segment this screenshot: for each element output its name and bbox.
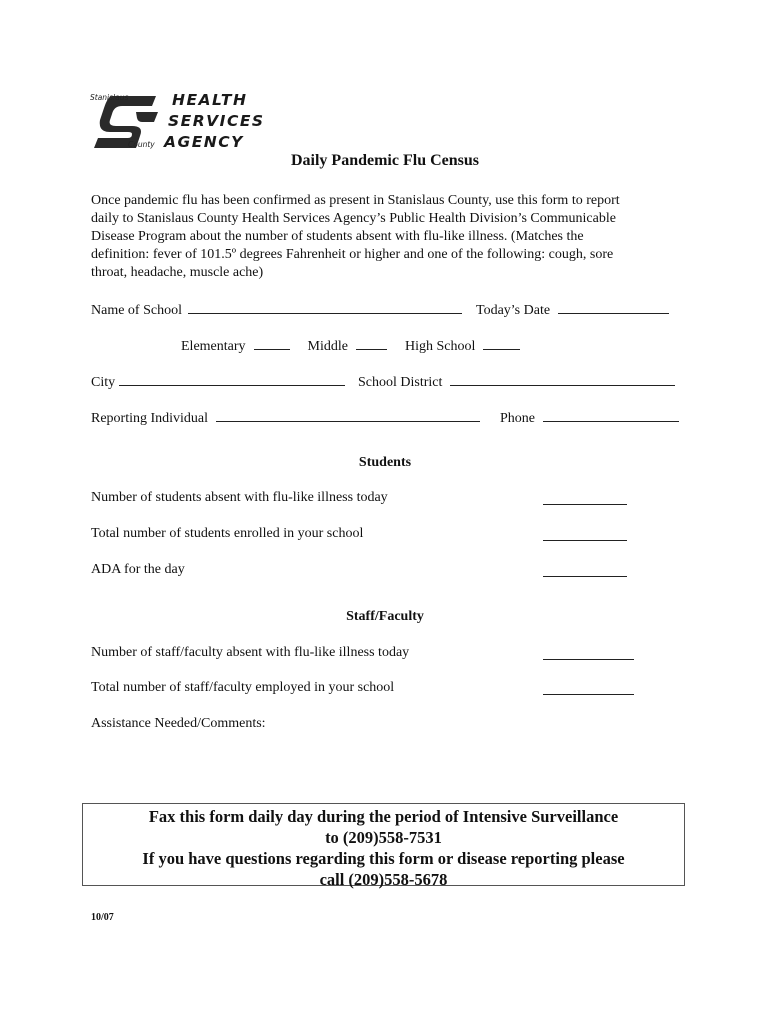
city-label: City xyxy=(91,375,116,390)
agency-logo xyxy=(92,90,272,152)
students-absent-label: Number of students absent with flu-like illness today xyxy=(91,490,388,505)
phone-field[interactable] xyxy=(543,407,679,422)
fax-number: to (209)558-7531 xyxy=(325,828,442,847)
school-district-row xyxy=(358,371,675,391)
school-name-field[interactable] xyxy=(188,299,462,314)
staff-absent-field[interactable] xyxy=(543,645,634,660)
school-district-label: School District xyxy=(358,375,443,390)
logo-line-agency: AGENCY xyxy=(164,133,244,151)
staff-heading: Staff/Faculty xyxy=(346,609,424,624)
logo-county-top: Stanislaus xyxy=(90,93,129,102)
school-name-label: Name of School xyxy=(91,303,182,318)
phone-label: Phone xyxy=(500,411,535,426)
fax-notice-box xyxy=(82,803,685,889)
city-row xyxy=(91,371,345,391)
page-title xyxy=(0,152,770,170)
school-type-row xyxy=(181,335,520,355)
high-school-label: High School xyxy=(404,339,476,354)
questions-line: If you have questions regarding this form or disease reporting please xyxy=(142,849,625,868)
todays-date-label: Today’s Date xyxy=(476,303,551,318)
fax-line: Fax this form daily day during the period of Intensive Surveillance xyxy=(148,807,619,826)
elementary-label: Elementary xyxy=(181,339,246,354)
students-absent-field[interactable] xyxy=(543,490,627,505)
students-heading: Students xyxy=(358,455,412,470)
intro-line: definition: fever of 101.5º degrees Fahrenheit or higher and one of the following: cough, sore xyxy=(91,247,614,262)
intro-line: Disease Program about the number of students absent with flu-like illness. (Matches the xyxy=(91,229,584,244)
middle-field[interactable] xyxy=(356,335,387,350)
staff-employed-field[interactable] xyxy=(543,680,634,695)
city-field[interactable] xyxy=(119,371,345,386)
logo-line-health: HEALTH xyxy=(172,91,248,109)
middle-label: Middle xyxy=(307,339,348,354)
logo-county-bottom: County xyxy=(128,140,155,149)
todays-date-row xyxy=(476,299,669,319)
elementary-field[interactable] xyxy=(254,335,290,350)
students-enrolled-field[interactable] xyxy=(543,526,627,541)
staff-absent-label: Number of staff/faculty absent with flu-like illness today xyxy=(91,645,410,660)
ada-field[interactable] xyxy=(543,562,627,577)
questions-number: call (209)558-5678 xyxy=(319,870,448,889)
intro-paragraph xyxy=(91,192,691,282)
todays-date-field[interactable] xyxy=(558,299,669,314)
intro-line: throat, headache, muscle ache) xyxy=(91,265,264,280)
ada-label: ADA for the day xyxy=(91,562,185,577)
reporting-individual-label: Reporting Individual xyxy=(91,411,209,426)
phone-row xyxy=(500,407,679,427)
school-district-field[interactable] xyxy=(450,371,675,386)
page-title-text: Daily Pandemic Flu Census xyxy=(290,152,479,169)
intro-line: Once pandemic flu has been confirmed as present in Stanislaus County, use this form to report xyxy=(91,193,620,208)
form-revision-date: 10/07 xyxy=(91,912,114,923)
high-school-field[interactable] xyxy=(483,335,520,350)
students-enrolled-label: Total number of students enrolled in your school xyxy=(91,526,364,541)
reporting-individual-field[interactable] xyxy=(216,407,480,422)
reporting-individual-row xyxy=(91,407,480,427)
logo-line-services: SERVICES xyxy=(168,112,265,130)
school-name-row xyxy=(91,299,462,319)
intro-line: daily to Stanislaus County Health Services Agency’s Public Health Division’s Communicable xyxy=(91,211,616,226)
staff-employed-label: Total number of staff/faculty employed in your school xyxy=(91,680,395,695)
comments-label: Assistance Needed/Comments: xyxy=(91,716,266,731)
